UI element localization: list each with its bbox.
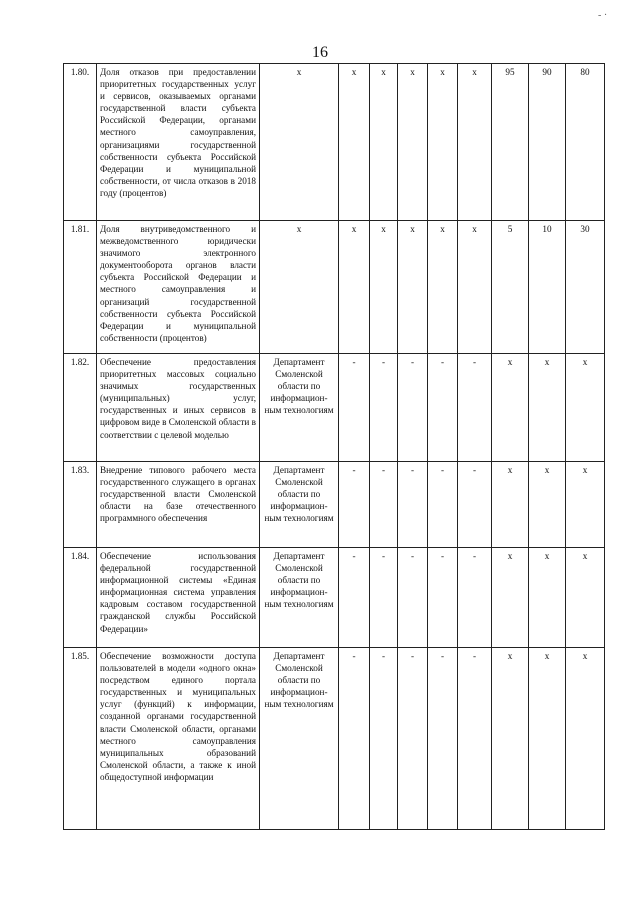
- corner-scan-mark: - ·: [598, 10, 608, 21]
- value-cell: -: [339, 548, 370, 648]
- value-cell: -: [458, 462, 492, 548]
- indicator-name: Внедрение типового рабочего места государственного служащего в органах государственной власти Смоленской области на базе отечественного программного обеспечения: [97, 462, 260, 548]
- value-cell: -: [339, 648, 370, 830]
- executor: Департамент Смоленской области по информацион-ным технологиям: [260, 548, 339, 648]
- value-cell: -: [458, 648, 492, 830]
- value-cell: х: [566, 648, 605, 830]
- value-cell: -: [428, 648, 458, 830]
- row-number: 1.84.: [64, 548, 97, 648]
- value-cell: 90: [529, 64, 566, 221]
- table-row: [64, 221, 605, 354]
- indicator-name: Доля отказов при предоставлении приоритетных государственных услуг и сервисов, оказываемых органами государственной власти субъекта Российской Федерации, органами местного самоуправления, организациями государственной собственности субъекта Российской Федерации и муниципальной собственности, от числа отказов в 2018 году (процентов): [97, 64, 260, 221]
- table-row: [64, 548, 605, 648]
- executor: х: [260, 64, 339, 221]
- value-cell: х: [370, 221, 398, 354]
- value-cell: -: [370, 354, 398, 462]
- table-row: [64, 648, 605, 830]
- value-cell: 80: [566, 64, 605, 221]
- value-cell: -: [428, 354, 458, 462]
- value-cell: -: [428, 462, 458, 548]
- executor: Департамент Смоленской области по информацион-ным технологиям: [260, 354, 339, 462]
- value-cell: х: [428, 221, 458, 354]
- indicators-table: [63, 63, 605, 830]
- value-cell: -: [428, 548, 458, 648]
- row-number: 1.83.: [64, 462, 97, 548]
- executor: х: [260, 221, 339, 354]
- value-cell: х: [492, 548, 529, 648]
- value-cell: 30: [566, 221, 605, 354]
- value-cell: х: [370, 64, 398, 221]
- value-cell: х: [339, 64, 370, 221]
- value-cell: х: [398, 64, 428, 221]
- value-cell: 5: [492, 221, 529, 354]
- table-row: [64, 64, 605, 221]
- indicator-name: Обеспечение использования федеральной государственной информационной системы «Единая информационная система управления кадровым составом государственной гражданской службы Российской Федерации»: [97, 548, 260, 648]
- indicator-name: Обеспечение предоставления приоритетных массовых социально значимых государственных (муниципальных) услуг, государственных и иных сервисов в цифровом виде в Смоленской области в соответствии с целевой моделью: [97, 354, 260, 462]
- value-cell: х: [398, 221, 428, 354]
- value-cell: -: [398, 548, 428, 648]
- value-cell: -: [339, 354, 370, 462]
- indicator-name: Доля внутриведомственного и межведомственного юридически значимого электронного документооборота органов власти субъекта Российской Федерации и местного самоуправления и организаций государственной собственности субъекта Российской Федерации и муниципальной собственности (процентов): [97, 221, 260, 354]
- value-cell: 10: [529, 221, 566, 354]
- table-row: [64, 354, 605, 462]
- value-cell: х: [529, 548, 566, 648]
- page-number: 16: [312, 44, 328, 61]
- value-cell: х: [339, 221, 370, 354]
- value-cell: -: [398, 354, 428, 462]
- value-cell: -: [458, 548, 492, 648]
- value-cell: х: [458, 221, 492, 354]
- value-cell: -: [370, 548, 398, 648]
- executor: Департамент Смоленской области по информацион-ным технологиям: [260, 648, 339, 830]
- executor: Департамент Смоленской области по информацион-ным технологиям: [260, 462, 339, 548]
- row-number: 1.82.: [64, 354, 97, 462]
- value-cell: х: [492, 648, 529, 830]
- table-row: [64, 462, 605, 548]
- value-cell: х: [566, 548, 605, 648]
- value-cell: х: [458, 64, 492, 221]
- value-cell: 95: [492, 64, 529, 221]
- value-cell: -: [370, 648, 398, 830]
- value-cell: -: [458, 354, 492, 462]
- row-number: 1.80.: [64, 64, 97, 221]
- value-cell: х: [529, 354, 566, 462]
- value-cell: -: [370, 462, 398, 548]
- value-cell: х: [566, 462, 605, 548]
- row-number: 1.81.: [64, 221, 97, 354]
- value-cell: х: [492, 462, 529, 548]
- value-cell: -: [339, 462, 370, 548]
- value-cell: х: [566, 354, 605, 462]
- row-number: 1.85.: [64, 648, 97, 830]
- value-cell: х: [492, 354, 529, 462]
- value-cell: -: [398, 648, 428, 830]
- value-cell: -: [398, 462, 428, 548]
- value-cell: х: [529, 648, 566, 830]
- indicator-name: Обеспечение возможности доступа пользователей в модели «одного окна» посредством единого портала государственных и муниципальных услуг (функций) к информации, созданной органами государственной власти Смоленской области, органами местного самоуправления муниципальных образований Смоленской области, а также к иной общедоступной информации: [97, 648, 260, 830]
- value-cell: х: [428, 64, 458, 221]
- value-cell: х: [529, 462, 566, 548]
